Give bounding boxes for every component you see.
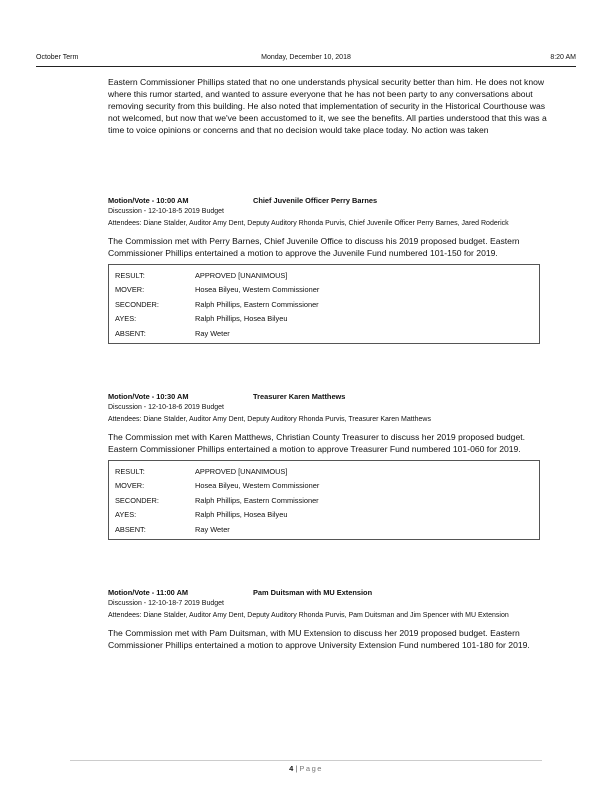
- motion-time: Motion/Vote - 11:00 AM: [108, 588, 189, 597]
- vote-label: MOVER:: [115, 285, 145, 295]
- vote-value: APPROVED [UNANIMOUS]: [195, 270, 288, 280]
- discussion-line: Discussion - 12-10-18-5 2019 Budget: [108, 208, 224, 215]
- vote-value: Ray Weter: [195, 328, 230, 338]
- vote-row-mover: [109, 283, 539, 298]
- vote-label: AYES:: [115, 314, 137, 324]
- page-separator: |: [295, 764, 298, 773]
- vote-label: RESULT:: [115, 270, 145, 280]
- vote-label: ABSENT:: [115, 328, 146, 338]
- motion-time: Motion/Vote - 10:00 AM: [108, 196, 189, 205]
- vote-label: SECONDER:: [115, 495, 159, 505]
- vote-label: AYES:: [115, 510, 137, 520]
- page-header: [36, 52, 576, 67]
- intro-paragraph: Eastern Commissioner Phillips stated that no one understands physical security better than him. He does not know where this rumor started, and wanted to assure everyone that he has not been party to any conversations about removing security from this building. He also noted that implementation of security in the Historical Courthouse was not welcomed, but now that we've been accustomed to it, we see the benefits. All parties understood that this was a time to voice opinions or concerns and that no decision would take place today. No action was taken: [108, 77, 547, 135]
- intro-section: [108, 76, 548, 136]
- vote-row-ayes: [109, 508, 539, 523]
- vote-value: Ray Weter: [195, 524, 230, 534]
- attendees-line: Attendees: Diane Stalder, Auditor Amy Dent, Deputy Auditory Rhonda Purvis, Pam Duitsman and Jim Spencer with MU Extension: [108, 611, 509, 619]
- vote-row-result: [109, 464, 539, 479]
- vote-label: RESULT:: [115, 466, 145, 476]
- vote-row-seconder: [109, 297, 539, 312]
- vote-row-result: [109, 268, 539, 283]
- vote-row-seconder: [109, 493, 539, 508]
- vote-row-mover: [109, 479, 539, 494]
- vote-table: [108, 264, 540, 344]
- vote-value: Hosea Bilyeu, Western Commissioner: [195, 481, 320, 491]
- vote-value: Ralph Phillips, Eastern Commissioner: [195, 299, 319, 309]
- vote-value: Ralph Phillips, Eastern Commissioner: [195, 495, 319, 505]
- vote-value: Ralph Phillips, Hosea Bilyeu: [195, 510, 288, 520]
- attendees-line: Attendees: Diane Stalder, Auditor Amy Dent, Deputy Auditory Rhonda Purvis, Treasurer Karen Matthews: [108, 415, 431, 423]
- page-footer: [70, 760, 542, 773]
- motion-topic: Chief Juvenile Officer Perry Barnes: [253, 196, 378, 205]
- vote-label: ABSENT:: [115, 524, 146, 534]
- vote-row-ayes: [109, 312, 539, 327]
- agenda-item-1: [108, 196, 548, 344]
- motion-line: [108, 588, 548, 599]
- item-paragraph: The Commission met with Pam Duitsman, with MU Extension to discuss her 2019 proposed budget. Eastern Commissioner Phillips entertained a motion to approve University Extension Fund numbered 101-180 for 2019.: [108, 628, 530, 650]
- attendees-line: Attendees: Diane Stalder, Auditor Amy Dent, Deputy Auditory Rhonda Purvis, Chief Juvenile Officer Perry Barnes, Jared Roderick: [108, 219, 509, 227]
- motion-time: Motion/Vote - 10:30 AM: [108, 392, 189, 401]
- vote-table: [108, 460, 540, 540]
- vote-label: MOVER:: [115, 481, 145, 491]
- vote-value: APPROVED [UNANIMOUS]: [195, 466, 288, 476]
- discussion-line: Discussion - 12-10-18-7 2019 Budget: [108, 600, 224, 607]
- motion-topic: Treasurer Karen Matthews: [253, 392, 346, 401]
- agenda-item-3: [108, 588, 548, 651]
- motion-line: [108, 196, 548, 207]
- motion-topic: Pam Duitsman with MU Extension: [253, 588, 373, 597]
- header-time: 8:20 AM: [550, 54, 576, 61]
- vote-row-absent: [109, 522, 539, 537]
- motion-line: [108, 392, 548, 403]
- vote-value: Ralph Phillips, Hosea Bilyeu: [195, 314, 288, 324]
- vote-value: Hosea Bilyeu, Western Commissioner: [195, 285, 320, 295]
- vote-label: SECONDER:: [115, 299, 159, 309]
- page-number: 4: [289, 764, 294, 773]
- vote-row-absent: [109, 326, 539, 341]
- discussion-line: Discussion - 12-10-18-6 2019 Budget: [108, 404, 224, 411]
- header-term: October Term: [36, 54, 79, 61]
- item-paragraph: The Commission met with Perry Barnes, Chief Juvenile Office to discuss his 2019 proposed budget. Eastern Commissioner Phillips entertained a motion to approve the Juvenile Fund numbered 101-150 for 2019.: [108, 236, 520, 258]
- header-date: Monday, December 10, 2018: [261, 54, 351, 61]
- agenda-item-2: [108, 392, 548, 540]
- item-paragraph: The Commission met with Karen Matthews, Christian County Treasurer to discuss her 2019 proposed budget. Eastern Commissioner Phillips entertained a motion to approve Treasurer Fund numbered 101-060 for 2019.: [108, 432, 525, 454]
- page-word: Page: [299, 764, 323, 773]
